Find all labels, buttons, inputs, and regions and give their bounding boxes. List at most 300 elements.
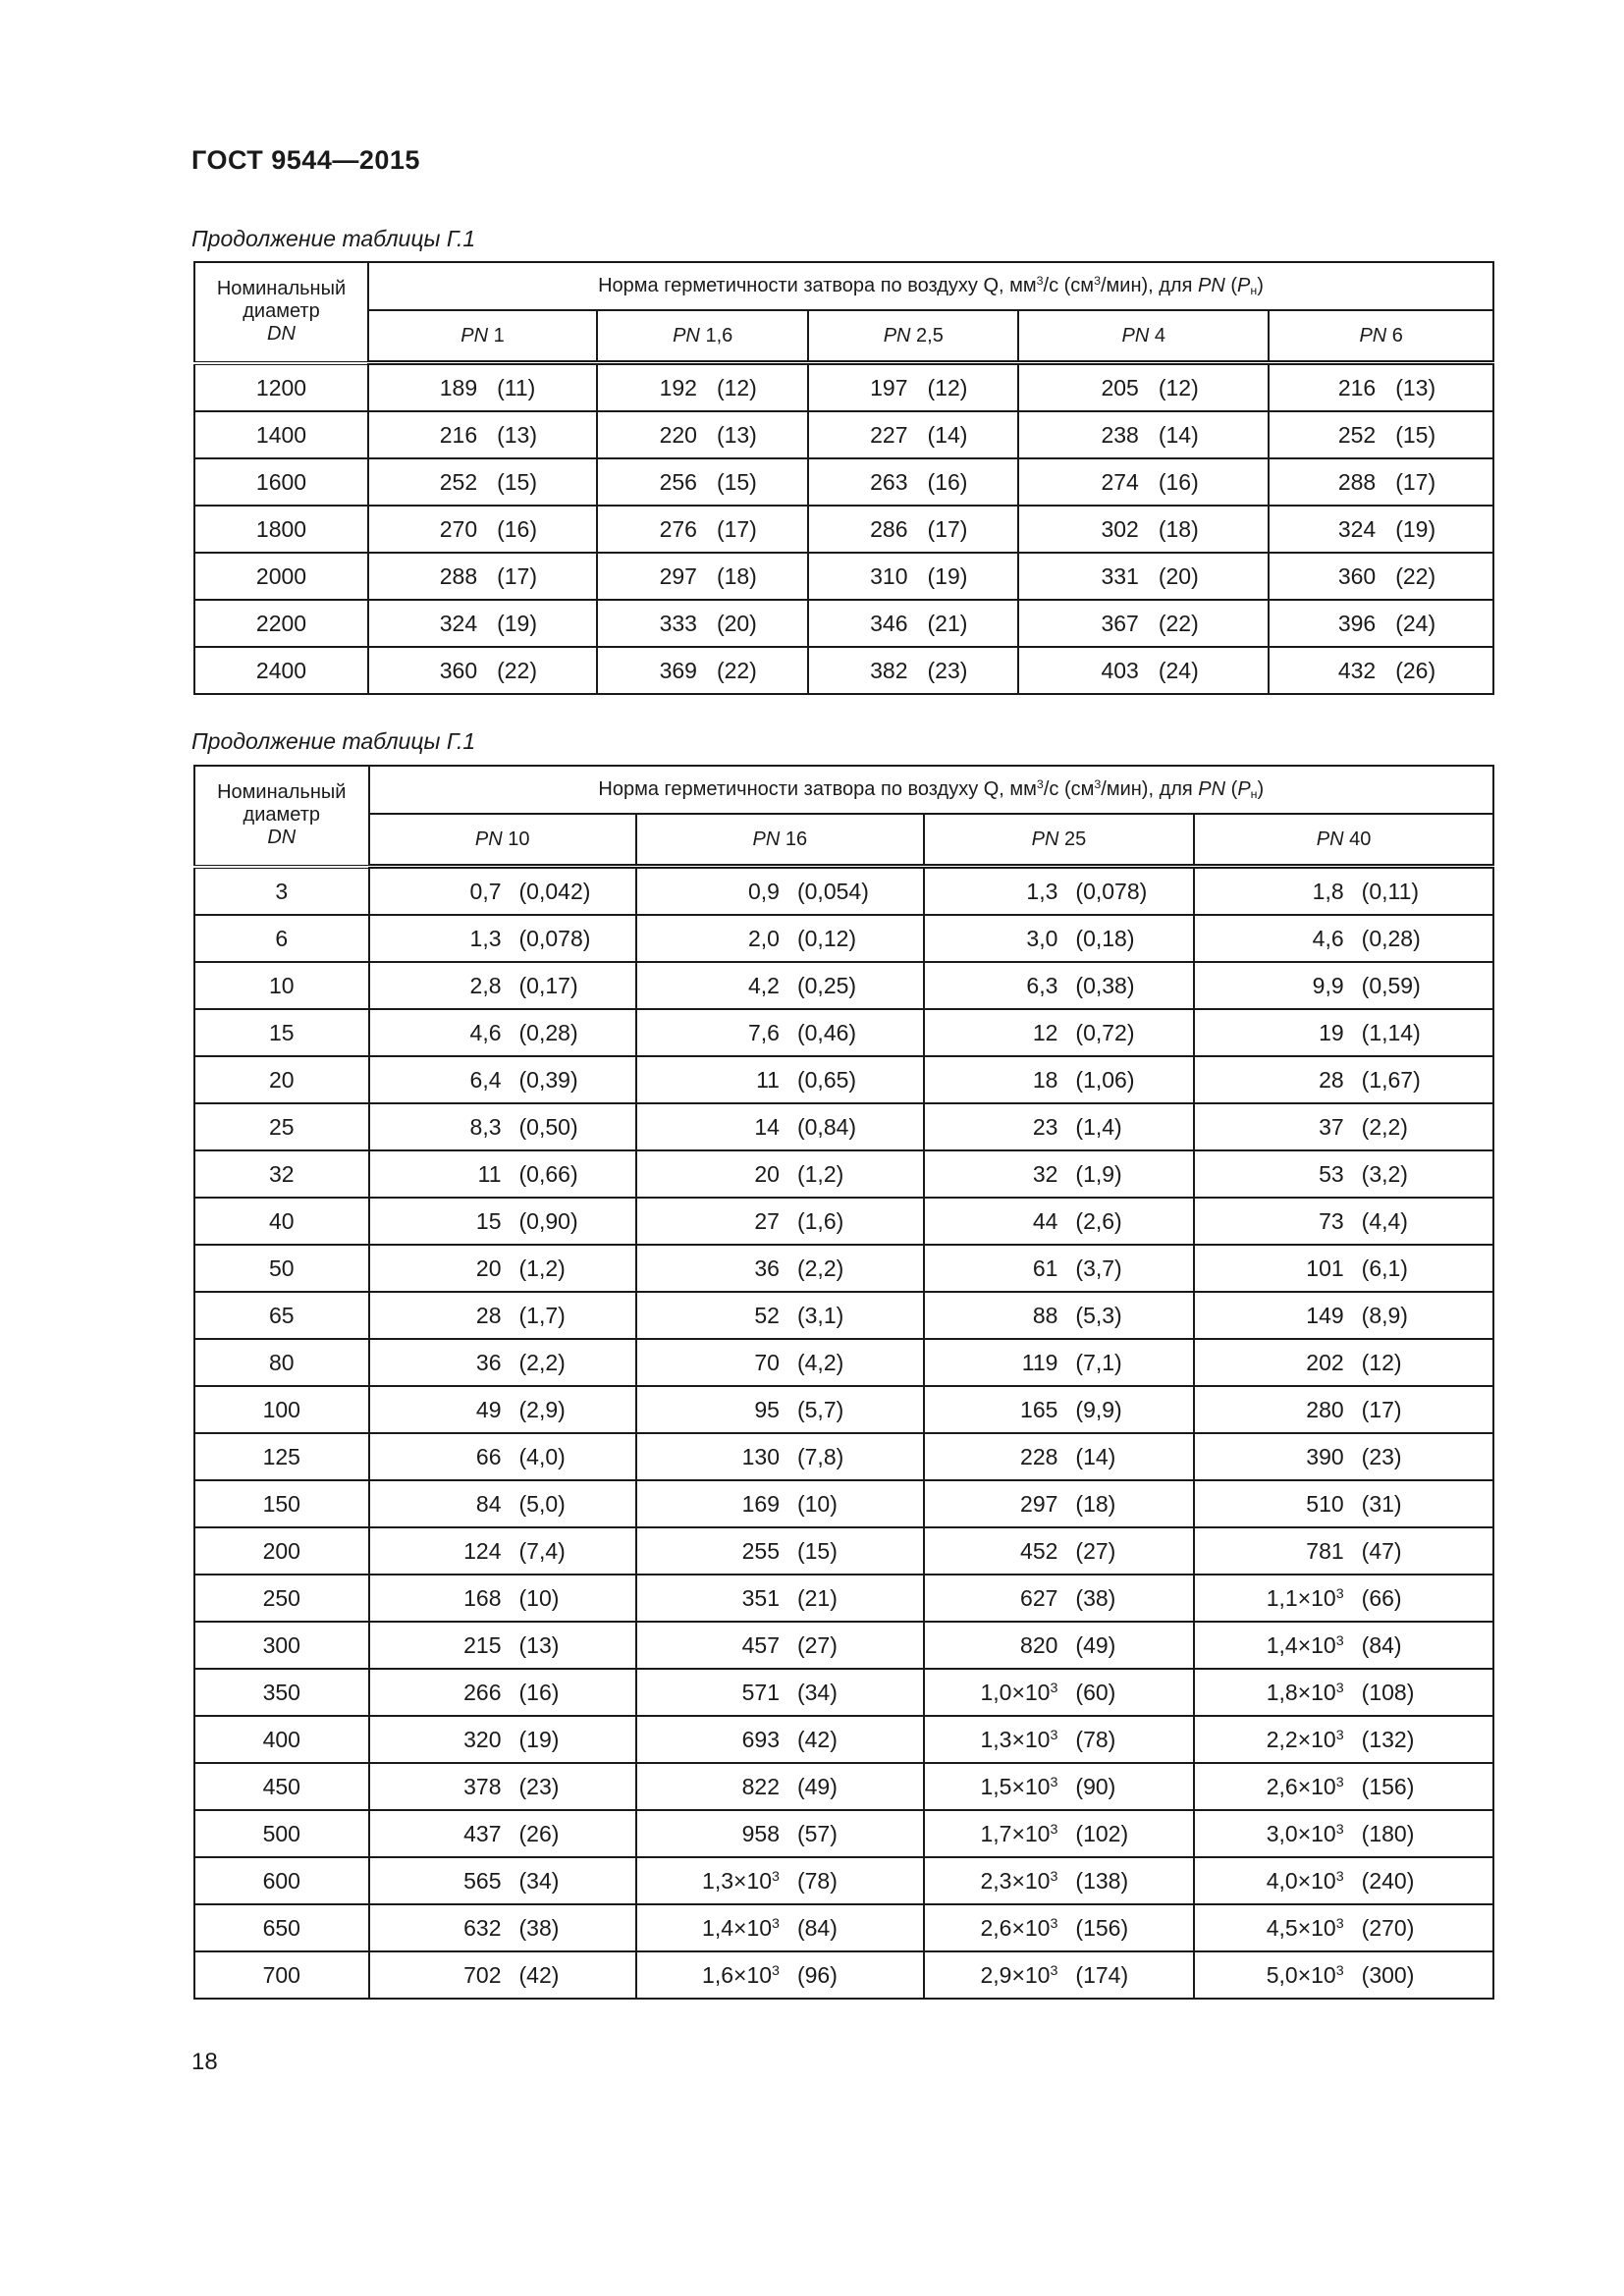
leak-rate-cell (808, 506, 1018, 553)
leak-rate-per-minute: (0,28) (1361, 925, 1421, 951)
leak-rate-cell (1194, 1810, 1493, 1857)
leak-rate-per-minute: (49) (796, 1773, 838, 1799)
table-row (194, 1103, 1493, 1150)
leak-rate-cell (636, 1009, 924, 1056)
leak-rate-per-minute: (270) (1361, 1914, 1415, 1941)
leak-rate-per-minute: (0,38) (1075, 972, 1135, 998)
leak-rate-cell (369, 1669, 636, 1716)
leak-rate-cell (369, 1103, 636, 1150)
leak-rate-per-minute: (2,2) (1361, 1113, 1408, 1140)
leak-rate-cell (636, 1810, 924, 1857)
leak-rate-per-minute: (0,90) (518, 1207, 578, 1234)
leak-rate-value: $2,2\times 10^3$ (1266, 1726, 1344, 1752)
leak-rate-value: 52 (754, 1302, 780, 1328)
leak-rate-cell (808, 411, 1018, 458)
leak-rate-per-minute: (5,7) (796, 1396, 844, 1422)
leak-rate-cell (1018, 647, 1269, 694)
leak-rate-per-minute: (27) (796, 1631, 838, 1658)
leak-rate-cell (369, 1810, 636, 1857)
leak-rate-value: 324 (1337, 515, 1377, 542)
nominal-diameter-cell: 15 (194, 1009, 369, 1056)
leak-rate-per-minute: (12) (1158, 374, 1199, 400)
pn-column-header: PN 10 (369, 814, 636, 867)
nominal-diameter-cell: 10 (194, 962, 369, 1009)
leak-rate-value: 205 (1101, 374, 1139, 400)
leak-rate-cell (1194, 1103, 1493, 1150)
table-row (194, 1857, 1493, 1904)
leak-rate-cell (808, 600, 1018, 647)
leak-rate-cell (368, 506, 597, 553)
leak-rate-cell (636, 1056, 924, 1103)
leak-rate-cell (924, 1009, 1194, 1056)
leak-rate-value: $1,4\times 10^3$ (1266, 1631, 1344, 1658)
leak-rate-per-minute: (3,1) (796, 1302, 844, 1328)
nominal-diameter-cell: 450 (194, 1763, 369, 1810)
leak-rate-value: 202 (1306, 1349, 1344, 1375)
leak-rate-cell (808, 553, 1018, 600)
leak-rate-per-minute: (2,9) (518, 1396, 566, 1422)
leak-rate-value: 130 (741, 1443, 780, 1469)
leak-rate-per-minute: (17) (1395, 468, 1436, 495)
leak-rate-value: 822 (741, 1773, 780, 1799)
leak-rate-per-minute: (0,078) (1075, 878, 1148, 904)
nominal-diameter-cell: 20 (194, 1056, 369, 1103)
leak-rate-value: 346 (870, 610, 908, 636)
leak-rate-value: 227 (870, 421, 908, 448)
leak-rate-value: $1,7\times 10^3$ (980, 1820, 1058, 1846)
leak-rate-per-minute: (300) (1361, 1961, 1415, 1988)
leak-rate-per-minute: (31) (1361, 1490, 1402, 1517)
leak-rate-per-minute: (19) (927, 562, 968, 589)
leak-rate-cell (924, 1904, 1194, 1951)
leak-rate-value: 4,6 (1312, 925, 1344, 951)
table-caption: Продолжение таблицы Г.1 (191, 728, 476, 754)
leak-rate-cell (924, 1622, 1194, 1669)
leak-rate-value: 220 (659, 421, 697, 448)
leak-rate-cell (1018, 411, 1269, 458)
leak-rate-cell (369, 1386, 636, 1433)
leak-rate-per-minute: (38) (1075, 1584, 1116, 1611)
nominal-diameter-cell: 2000 (194, 553, 368, 600)
table-row (194, 506, 1493, 553)
table-row (194, 458, 1493, 506)
leak-rate-per-minute: (60) (1075, 1679, 1116, 1705)
leak-rate-value: 23 (1032, 1113, 1058, 1140)
leak-rate-cell (924, 1433, 1194, 1480)
leak-rate-value: $1,3\times 10^3$ (702, 1867, 780, 1894)
nominal-diameter-cell: 1800 (194, 506, 368, 553)
leak-rate-per-minute: (49) (1075, 1631, 1116, 1658)
leak-rate-cell (369, 1433, 636, 1480)
leak-rate-per-minute: (3,2) (1361, 1160, 1408, 1187)
leak-rate-value: 19 (1319, 1019, 1344, 1045)
leak-rate-per-minute: (15) (716, 468, 757, 495)
leak-rate-per-minute: (102) (1075, 1820, 1129, 1846)
leak-rate-cell (1194, 1056, 1493, 1103)
leak-rate-value: 382 (870, 657, 908, 683)
leak-rate-cell (636, 1622, 924, 1669)
leak-rate-per-minute: (0,39) (518, 1066, 578, 1093)
nominal-diameter-cell: 200 (194, 1527, 369, 1575)
leak-rate-cell (1194, 1198, 1493, 1245)
leak-rate-per-minute: (12) (716, 374, 757, 400)
leak-rate-value: 192 (659, 374, 697, 400)
table-caption: Продолжение таблицы Г.1 (191, 226, 476, 251)
leak-rate-per-minute: (5,0) (518, 1490, 566, 1517)
leak-rate-cell (924, 1763, 1194, 1810)
leak-rate-per-minute: (16) (1158, 468, 1199, 495)
leak-rate-per-minute: (1,2) (518, 1255, 566, 1281)
leak-rate-value: 11 (477, 1160, 502, 1187)
leak-rate-cell (636, 1198, 924, 1245)
leak-rate-cell (1269, 506, 1493, 553)
leak-rate-value: $1,4\times 10^3$ (702, 1914, 780, 1941)
leak-rate-value: 88 (1032, 1302, 1058, 1328)
leak-rate-cell (924, 1951, 1194, 1999)
leak-rate-per-minute: (20) (716, 610, 757, 636)
leak-rate-per-minute: (42) (796, 1726, 838, 1752)
leak-rate-value: 0,7 (469, 878, 502, 904)
leak-rate-per-minute: (6,1) (1361, 1255, 1408, 1281)
nominal-diameter-header: Номинальный диаметр DN (194, 262, 368, 363)
leak-rate-per-minute: (0,72) (1075, 1019, 1135, 1045)
leak-rate-cell (1018, 458, 1269, 506)
leak-rate-value: 820 (1020, 1631, 1058, 1658)
leak-rate-cell (924, 1103, 1194, 1150)
nominal-diameter-cell: 1600 (194, 458, 368, 506)
leak-rate-value: 263 (870, 468, 908, 495)
leak-rate-cell (1194, 1622, 1493, 1669)
leak-rate-cell (597, 647, 808, 694)
pn-column-header: PN 2,5 (808, 310, 1018, 363)
leak-rate-value: 165 (1020, 1396, 1058, 1422)
leak-rate-value: 1,8 (1312, 878, 1344, 904)
leak-rate-value: 28 (475, 1302, 502, 1328)
table-row (194, 1056, 1493, 1103)
leak-rate-per-minute: (4,0) (518, 1443, 566, 1469)
leak-rate-value: 53 (1319, 1160, 1344, 1187)
leak-rate-per-minute: (0,28) (518, 1019, 578, 1045)
leak-rate-per-minute: (0,84) (796, 1113, 857, 1140)
leak-rate-value: $2,3\times 10^3$ (980, 1867, 1058, 1894)
leak-rate-value: 437 (463, 1820, 502, 1846)
leak-rate-per-minute: (13) (716, 421, 757, 448)
leak-rate-cell (369, 1339, 636, 1386)
leak-rate-cell (636, 1433, 924, 1480)
leak-rate-cell (369, 1716, 636, 1763)
nominal-diameter-cell: 100 (194, 1386, 369, 1433)
leak-rate-cell (808, 458, 1018, 506)
leak-rate-value: 360 (439, 657, 478, 683)
leak-rate-per-minute: (17) (927, 515, 968, 542)
leak-rate-value: 274 (1101, 468, 1139, 495)
leak-rate-value: 12 (1032, 1019, 1058, 1045)
nominal-diameter-cell: 500 (194, 1810, 369, 1857)
document-header: ГОСТ 9544—2015 (191, 145, 420, 175)
leak-rate-cell (1269, 600, 1493, 647)
leak-rate-cell (924, 1480, 1194, 1527)
leak-rate-per-minute: (1,4) (1075, 1113, 1122, 1140)
pn-column-header: PN 6 (1269, 310, 1493, 363)
leak-rate-per-minute: (0,042) (518, 878, 591, 904)
leak-rate-cell (369, 1056, 636, 1103)
leak-rate-per-minute: (78) (1075, 1726, 1116, 1752)
leak-rate-per-minute: (108) (1361, 1679, 1415, 1705)
leak-rate-cell (924, 915, 1194, 962)
leak-rate-cell (1194, 1245, 1493, 1292)
leak-rate-value: 28 (1319, 1066, 1344, 1093)
leak-rate-value: 457 (741, 1631, 780, 1658)
leak-rate-per-minute: (138) (1075, 1867, 1129, 1894)
page-number: 18 (191, 2049, 218, 2075)
table-row (194, 1904, 1493, 1951)
leak-rate-per-minute: (7,4) (518, 1537, 566, 1564)
leak-rate-cell (924, 1150, 1194, 1198)
table-row (194, 1951, 1493, 1999)
leak-rate-cell (369, 1009, 636, 1056)
leak-rate-value: 20 (754, 1160, 780, 1187)
leak-rate-cell (368, 600, 597, 647)
leak-rate-value: 7,6 (748, 1019, 780, 1045)
leak-rate-per-minute: (2,2) (796, 1255, 844, 1281)
leak-rate-per-minute: (16) (927, 468, 968, 495)
pn-column-header: PN 1 (368, 310, 597, 363)
leak-rate-cell (597, 600, 808, 647)
pn-column-header: PN 25 (924, 814, 1194, 867)
leak-rate-cell (369, 1480, 636, 1527)
leak-rate-per-minute: (1,7) (518, 1302, 566, 1328)
table-row (194, 1433, 1493, 1480)
leak-rate-cell (1269, 363, 1493, 412)
leak-rate-value: 215 (463, 1631, 502, 1658)
leak-rate-per-minute: (18) (716, 562, 757, 589)
leak-rate-value: 693 (741, 1726, 780, 1752)
leak-rate-value: 297 (659, 562, 697, 589)
leak-rate-value: 66 (475, 1443, 502, 1469)
leak-rate-value: 95 (754, 1396, 780, 1422)
leak-rate-value: $1,6\times 10^3$ (702, 1961, 780, 1988)
leak-rate-value: 331 (1101, 562, 1139, 589)
nominal-diameter-cell: 32 (194, 1150, 369, 1198)
leak-rate-per-minute: (17) (716, 515, 757, 542)
leak-rate-value: 320 (463, 1726, 502, 1752)
nominal-diameter-cell: 700 (194, 1951, 369, 1999)
leak-rate-per-minute: (16) (518, 1679, 560, 1705)
leak-rate-cell (369, 1292, 636, 1339)
leak-rate-cell (369, 867, 636, 916)
table-row (194, 1575, 1493, 1622)
leak-rate-cell (636, 962, 924, 1009)
leak-rate-per-minute: (22) (497, 657, 538, 683)
leak-rate-value: 119 (1021, 1349, 1058, 1375)
leak-rate-per-minute: (22) (1158, 610, 1199, 636)
leak-rate-value: 36 (754, 1255, 780, 1281)
leak-rate-cell (636, 867, 924, 916)
leak-rate-per-minute: (26) (1395, 657, 1436, 683)
leak-rate-cell (636, 1763, 924, 1810)
leak-rate-value: 8,3 (469, 1113, 502, 1140)
table-row (194, 363, 1493, 412)
leak-rate-per-minute: (18) (1158, 515, 1199, 542)
leak-rate-cell (924, 1292, 1194, 1339)
pn-column-header: PN 40 (1194, 814, 1493, 867)
leak-rate-value: 396 (1337, 610, 1377, 636)
leak-rate-per-minute: (9,9) (1075, 1396, 1122, 1422)
leak-rate-value: $1,0\times 10^3$ (980, 1679, 1058, 1705)
leak-rate-per-minute: (14) (1158, 421, 1199, 448)
leak-rate-per-minute: (20) (1158, 562, 1199, 589)
leak-rate-per-minute: (47) (1361, 1537, 1402, 1564)
nominal-diameter-cell: 125 (194, 1433, 369, 1480)
leak-rate-value: 168 (463, 1584, 502, 1611)
leak-rate-cell (1194, 1480, 1493, 1527)
leak-rate-cell (636, 1245, 924, 1292)
leak-rate-value: 228 (1020, 1443, 1058, 1469)
leak-rate-cell (1194, 915, 1493, 962)
leak-rate-per-minute: (132) (1361, 1726, 1415, 1752)
leak-rate-per-minute: (156) (1361, 1773, 1415, 1799)
leak-rate-per-minute: (0,054) (796, 878, 869, 904)
leak-rate-cell (369, 1951, 636, 1999)
leak-rate-value: 36 (475, 1349, 502, 1375)
leak-rate-value: 256 (659, 468, 697, 495)
leak-rate-cell (924, 867, 1194, 916)
leak-rate-cell (1194, 962, 1493, 1009)
leak-rate-value: 0,9 (748, 878, 780, 904)
table-row (194, 1527, 1493, 1575)
leak-rate-per-minute: (7,1) (1075, 1349, 1122, 1375)
leak-rate-value: 238 (1101, 421, 1139, 448)
leak-rate-per-minute: (10) (796, 1490, 838, 1517)
leak-rate-value: 84 (475, 1490, 502, 1517)
leak-rate-value: 452 (1020, 1537, 1058, 1564)
table-row (194, 1669, 1493, 1716)
nominal-diameter-cell: 350 (194, 1669, 369, 1716)
leak-rate-cell (1018, 553, 1269, 600)
leak-rate-value: 149 (1306, 1302, 1344, 1328)
leak-rate-value: 627 (1020, 1584, 1058, 1611)
leak-rate-group-header: Норма герметичности затвора по воздуху Q, $мм^3/с$ $(см^3/мин)$, для PN $(P_н)$ (368, 262, 1493, 310)
table-row (194, 553, 1493, 600)
leak-rate-per-minute: (2,6) (1075, 1207, 1122, 1234)
leak-rate-value: 73 (1319, 1207, 1344, 1234)
leak-rate-per-minute: (0,50) (518, 1113, 578, 1140)
leak-rate-group-header: Норма герметичности затвора по воздуху Q, $мм^3/с$ $(см^3/мин)$, для PN $(P_н)$ (369, 766, 1493, 814)
leak-rate-value: 2,0 (748, 925, 780, 951)
leak-rate-per-minute: (0,17) (518, 972, 578, 998)
leak-rate-cell (368, 411, 597, 458)
leak-rate-per-minute: (22) (1395, 562, 1436, 589)
leak-rate-cell (924, 1386, 1194, 1433)
leak-rate-value: 216 (439, 421, 478, 448)
leak-rate-value: 432 (1337, 657, 1377, 683)
leak-rate-cell (597, 506, 808, 553)
leak-rate-value: 369 (659, 657, 697, 683)
leak-rate-value: 11 (756, 1066, 780, 1093)
leak-rate-cell (924, 1575, 1194, 1622)
leak-rate-value: 360 (1337, 562, 1377, 589)
leak-rate-per-minute: (78) (796, 1867, 838, 1894)
table-row (194, 647, 1493, 694)
leak-rate-value: 61 (1032, 1255, 1058, 1281)
nominal-diameter-cell: 50 (194, 1245, 369, 1292)
leak-rate-per-minute: (4,4) (1361, 1207, 1408, 1234)
leak-rate-value: 124 (463, 1537, 502, 1564)
leak-rate-per-minute: (1,06) (1075, 1066, 1135, 1093)
leak-rate-per-minute: (27) (1075, 1537, 1116, 1564)
leak-rate-per-minute: (19) (518, 1726, 560, 1752)
leak-rate-per-minute: (0,11) (1361, 878, 1420, 904)
leak-rate-cell (636, 1527, 924, 1575)
leak-rate-cell (369, 1904, 636, 1951)
leak-rate-cell (368, 458, 597, 506)
table-row (194, 1386, 1493, 1433)
leak-rate-per-minute: (0,12) (796, 925, 857, 951)
leak-rate-per-minute: (42) (518, 1961, 560, 1988)
table-row (194, 1622, 1493, 1669)
table-row (194, 1245, 1493, 1292)
leak-rate-table-high-pn (193, 765, 1494, 2000)
nominal-diameter-cell: 40 (194, 1198, 369, 1245)
leak-rate-per-minute: (13) (518, 1631, 560, 1658)
leak-rate-value: 333 (659, 610, 697, 636)
leak-rate-cell (368, 647, 597, 694)
leak-rate-value: 288 (1337, 468, 1377, 495)
table-row (194, 1763, 1493, 1810)
leak-rate-cell (597, 553, 808, 600)
leak-rate-cell (924, 1198, 1194, 1245)
leak-rate-per-minute: (84) (1361, 1631, 1402, 1658)
table-row (194, 1810, 1493, 1857)
leak-rate-value: 297 (1020, 1490, 1058, 1517)
leak-rate-cell (1194, 1339, 1493, 1386)
leak-rate-per-minute: (15) (1395, 421, 1436, 448)
leak-rate-per-minute: (26) (518, 1820, 560, 1846)
leak-rate-cell (924, 1716, 1194, 1763)
leak-rate-value: 6,4 (469, 1066, 502, 1093)
leak-rate-value: 101 (1306, 1255, 1344, 1281)
leak-rate-cell (924, 1056, 1194, 1103)
leak-rate-per-minute: (7,8) (796, 1443, 844, 1469)
leak-rate-cell (636, 1150, 924, 1198)
leak-rate-value: 565 (463, 1867, 502, 1894)
leak-rate-per-minute: (23) (927, 657, 968, 683)
leak-rate-cell (1194, 1763, 1493, 1810)
nominal-diameter-cell: 1400 (194, 411, 368, 458)
leak-rate-cell (636, 1386, 924, 1433)
table-row (194, 1480, 1493, 1527)
leak-rate-value: 169 (741, 1490, 780, 1517)
leak-rate-cell (1194, 1386, 1493, 1433)
table-row (194, 1009, 1493, 1056)
pn-column-header: PN 4 (1018, 310, 1269, 363)
leak-rate-per-minute: (12) (927, 374, 968, 400)
leak-rate-cell (1194, 1716, 1493, 1763)
leak-rate-cell (369, 1763, 636, 1810)
nominal-diameter-cell: 3 (194, 867, 369, 916)
leak-rate-per-minute: (22) (716, 657, 757, 683)
leak-rate-value: 32 (1032, 1160, 1058, 1187)
leak-rate-per-minute: (0,59) (1361, 972, 1421, 998)
leak-rate-value: 18 (1032, 1066, 1058, 1093)
leak-rate-value: $3,0\times 10^3$ (1266, 1820, 1344, 1846)
leak-rate-value: 702 (463, 1961, 502, 1988)
leak-rate-value: $1,3\times 10^3$ (980, 1726, 1058, 1752)
nominal-diameter-cell: 400 (194, 1716, 369, 1763)
leak-rate-cell (369, 1857, 636, 1904)
nominal-diameter-cell: 25 (194, 1103, 369, 1150)
leak-rate-per-minute: (14) (1075, 1443, 1116, 1469)
